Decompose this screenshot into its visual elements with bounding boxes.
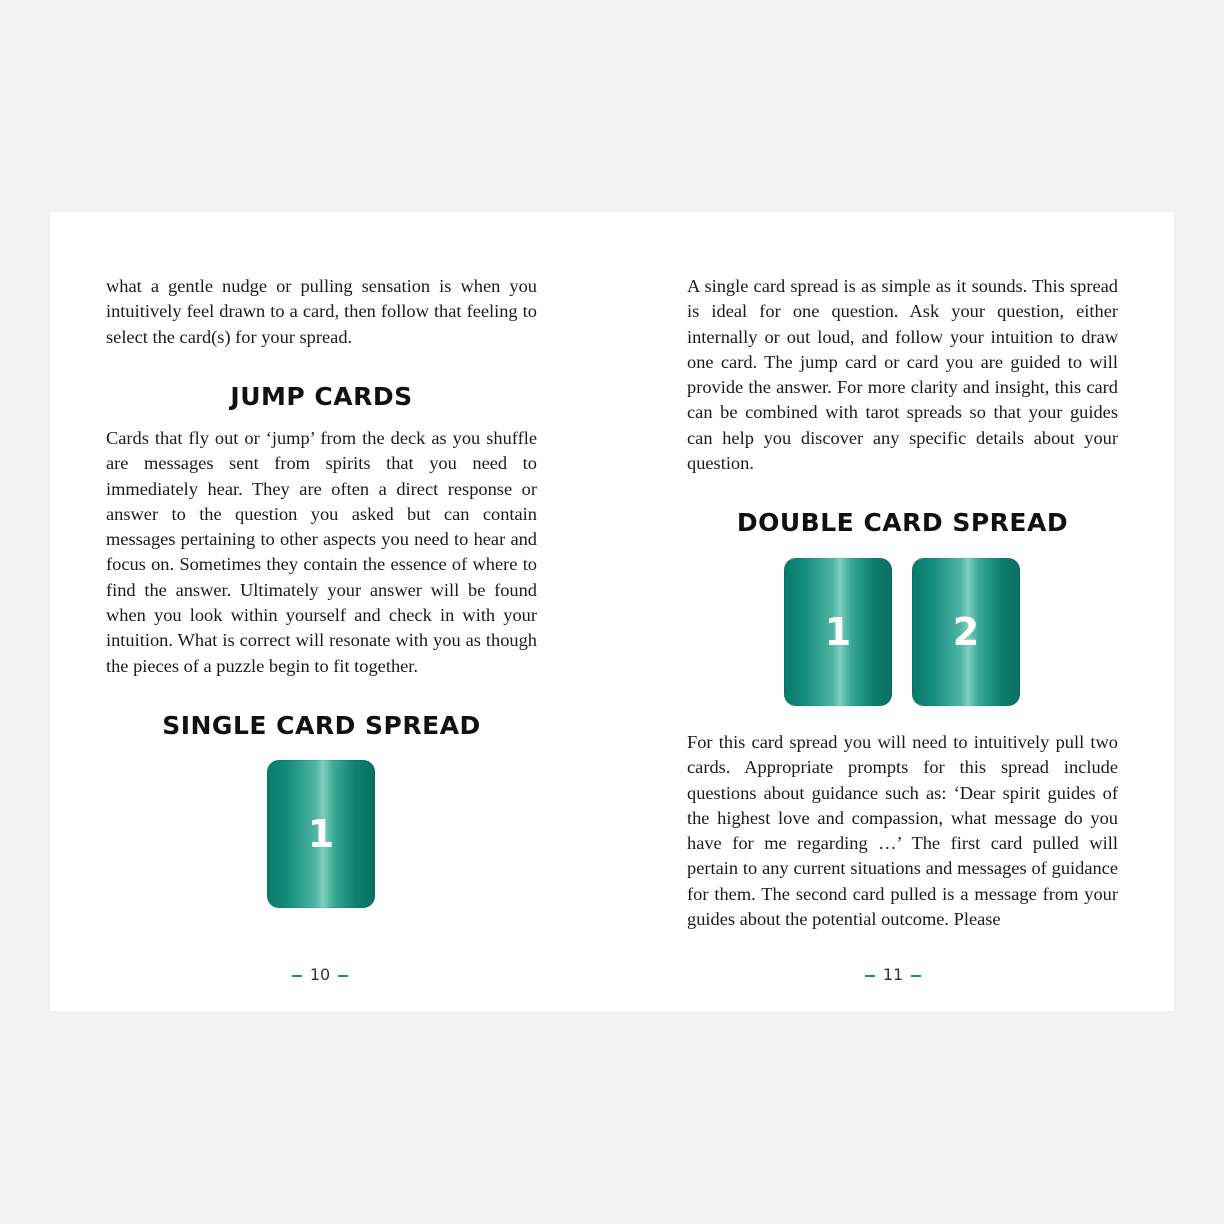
page-number-value: 11 xyxy=(882,965,904,984)
double-card-spread-heading: DOUBLE CARD SPREAD xyxy=(736,508,1069,537)
book-spread xyxy=(50,212,1174,1011)
jump-cards-paragraph: Cards that fly out or ‘jump’ from the deck as you shuffle are messages sent from spirits that you need to immediately hear. They are often a direct response or answer to the question you asked but can contain messages pertaining to other aspects you need to hear and focus on. Sometimes they contain the essence of where to find the answer. Ultimately your answer will be found when you look within yourself and check in with your intuition. What is correct will resonate with you as though the pieces of a puzzle begin to fit together. xyxy=(106,428,537,676)
page-number-left xyxy=(39,964,601,986)
page-number-value: 10 xyxy=(309,965,331,984)
single-spread-card xyxy=(267,760,375,908)
page-number-right xyxy=(612,964,1174,986)
right-column xyxy=(687,212,1118,1011)
double-spread-card-2 xyxy=(912,558,1020,706)
left-intro-paragraph: what a gentle nudge or pulling sensation is when you intuitively feel drawn to a card, then follow that feeling to select the card(s) for your spread. xyxy=(106,276,537,347)
right-page xyxy=(612,212,1174,1011)
jump-cards-heading: JUMP CARDS xyxy=(230,382,413,411)
double-spread-card-1 xyxy=(784,558,892,706)
double-spread-paragraph: For this card spread you will need to intuitively pull two cards. Appropriate prompts for this spread include questions about guidance such as: ‘Dear spirit guides of the highest love and compassion, what message do you have for me regarding …’ The first card pulled will pertain to any current situations and messages of guidance for them. The second card pulled is a message from your guides about the potential outcome. Please xyxy=(687,732,1118,930)
right-intro-paragraph: A single card spread is as simple as it sounds. This spread is ideal for one question. Ask your question, either internally or out loud, and follow your intuition to draw one card. The jump card or card you are guided to will provide the answer. For more clarity and insight, this card can be combined with tarot spreads so that your guides can help you discover any specific details about your question. xyxy=(687,276,1118,474)
card-number: 2 xyxy=(952,610,980,654)
left-page xyxy=(50,212,612,1011)
dash-left xyxy=(865,975,875,977)
single-card-spread-heading: SINGLE CARD SPREAD xyxy=(162,711,481,740)
left-column xyxy=(106,212,537,1011)
card-number: 1 xyxy=(307,812,335,856)
dash-left xyxy=(292,975,302,977)
card-number: 1 xyxy=(824,610,852,654)
dash-right xyxy=(911,975,921,977)
dash-right xyxy=(338,975,348,977)
